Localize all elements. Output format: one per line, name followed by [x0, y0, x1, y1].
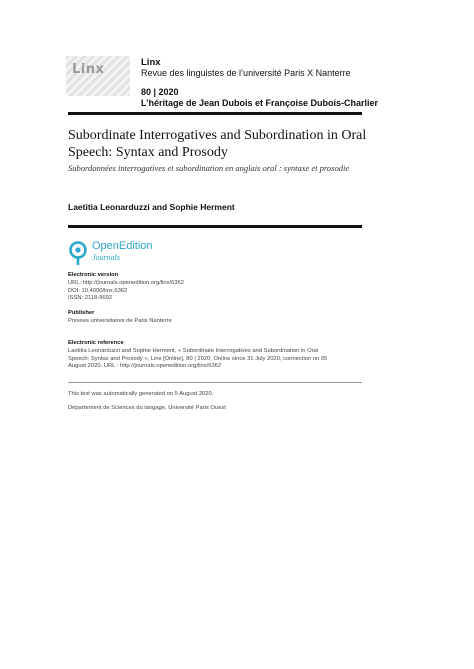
- electronic-version-heading: Electronic version: [68, 272, 119, 278]
- electronic-version-doi[interactable]: DOI: 10.4000/linx.6362: [68, 287, 128, 294]
- electronic-reference-line: Speech: Syntax and Prosody », Linx [Online], 80 | 2020, Online since 31 July 2020, connection on 05: [68, 355, 328, 362]
- journal-name: Linx: [141, 57, 161, 68]
- article-authors: Laetitia Leonarduzzi and Sophie Herment: [68, 202, 235, 212]
- article-title: Subordinate Interrogatives and Subordination in Oral Speech: Syntax and Prosody: [68, 128, 367, 160]
- electronic-reference-line: Laetitia Leonarduzzi and Sophie Herment, « Subordinate Interrogatives and Subordination in Oral: [68, 347, 319, 354]
- electronic-version-issn: ISSN: 2118-9692: [68, 295, 113, 302]
- openedition-name: OpenEdition: [92, 240, 153, 252]
- journal-logo-text: Linx: [72, 62, 105, 77]
- journal-subtitle: Revue des linguistes de l’université Paris X Nanterre: [141, 68, 351, 78]
- electronic-version-block: [68, 272, 368, 303]
- electronic-reference-line[interactable]: August 2020. URL : http://journals.openedition.org/linx/6362: [68, 363, 222, 370]
- publisher-name: Presses universitaires de Paris Nanterre: [68, 317, 172, 324]
- publisher-block: [68, 310, 368, 326]
- electronic-reference-block: [68, 340, 368, 371]
- divider-top: [68, 112, 362, 115]
- electronic-reference-heading: Electronic reference: [68, 340, 124, 346]
- openedition-journals: Journals: [92, 253, 120, 262]
- publisher-heading: Publisher: [68, 310, 95, 316]
- issue-number: 80 | 2020: [141, 87, 179, 97]
- issue-theme: L’héritage de Jean Dubois et Françoise Dubois-Charlier: [141, 98, 379, 108]
- divider-middle: [68, 225, 362, 228]
- divider-bottom: [68, 382, 362, 383]
- journal-info: [141, 57, 378, 109]
- generated-note: This text was automatically generated on 5 August 2020.: [68, 391, 214, 397]
- openedition-icon: [68, 241, 88, 265]
- department-note: Département de Sciences du langage, Université Paris Ouest: [68, 405, 226, 411]
- electronic-version-url[interactable]: URL: http://journals.openedition.org/linx/6362: [68, 279, 185, 286]
- article-title-fr: Subordonnées interrogatives et subordination en anglais oral : syntaxe et prosodie: [68, 163, 350, 173]
